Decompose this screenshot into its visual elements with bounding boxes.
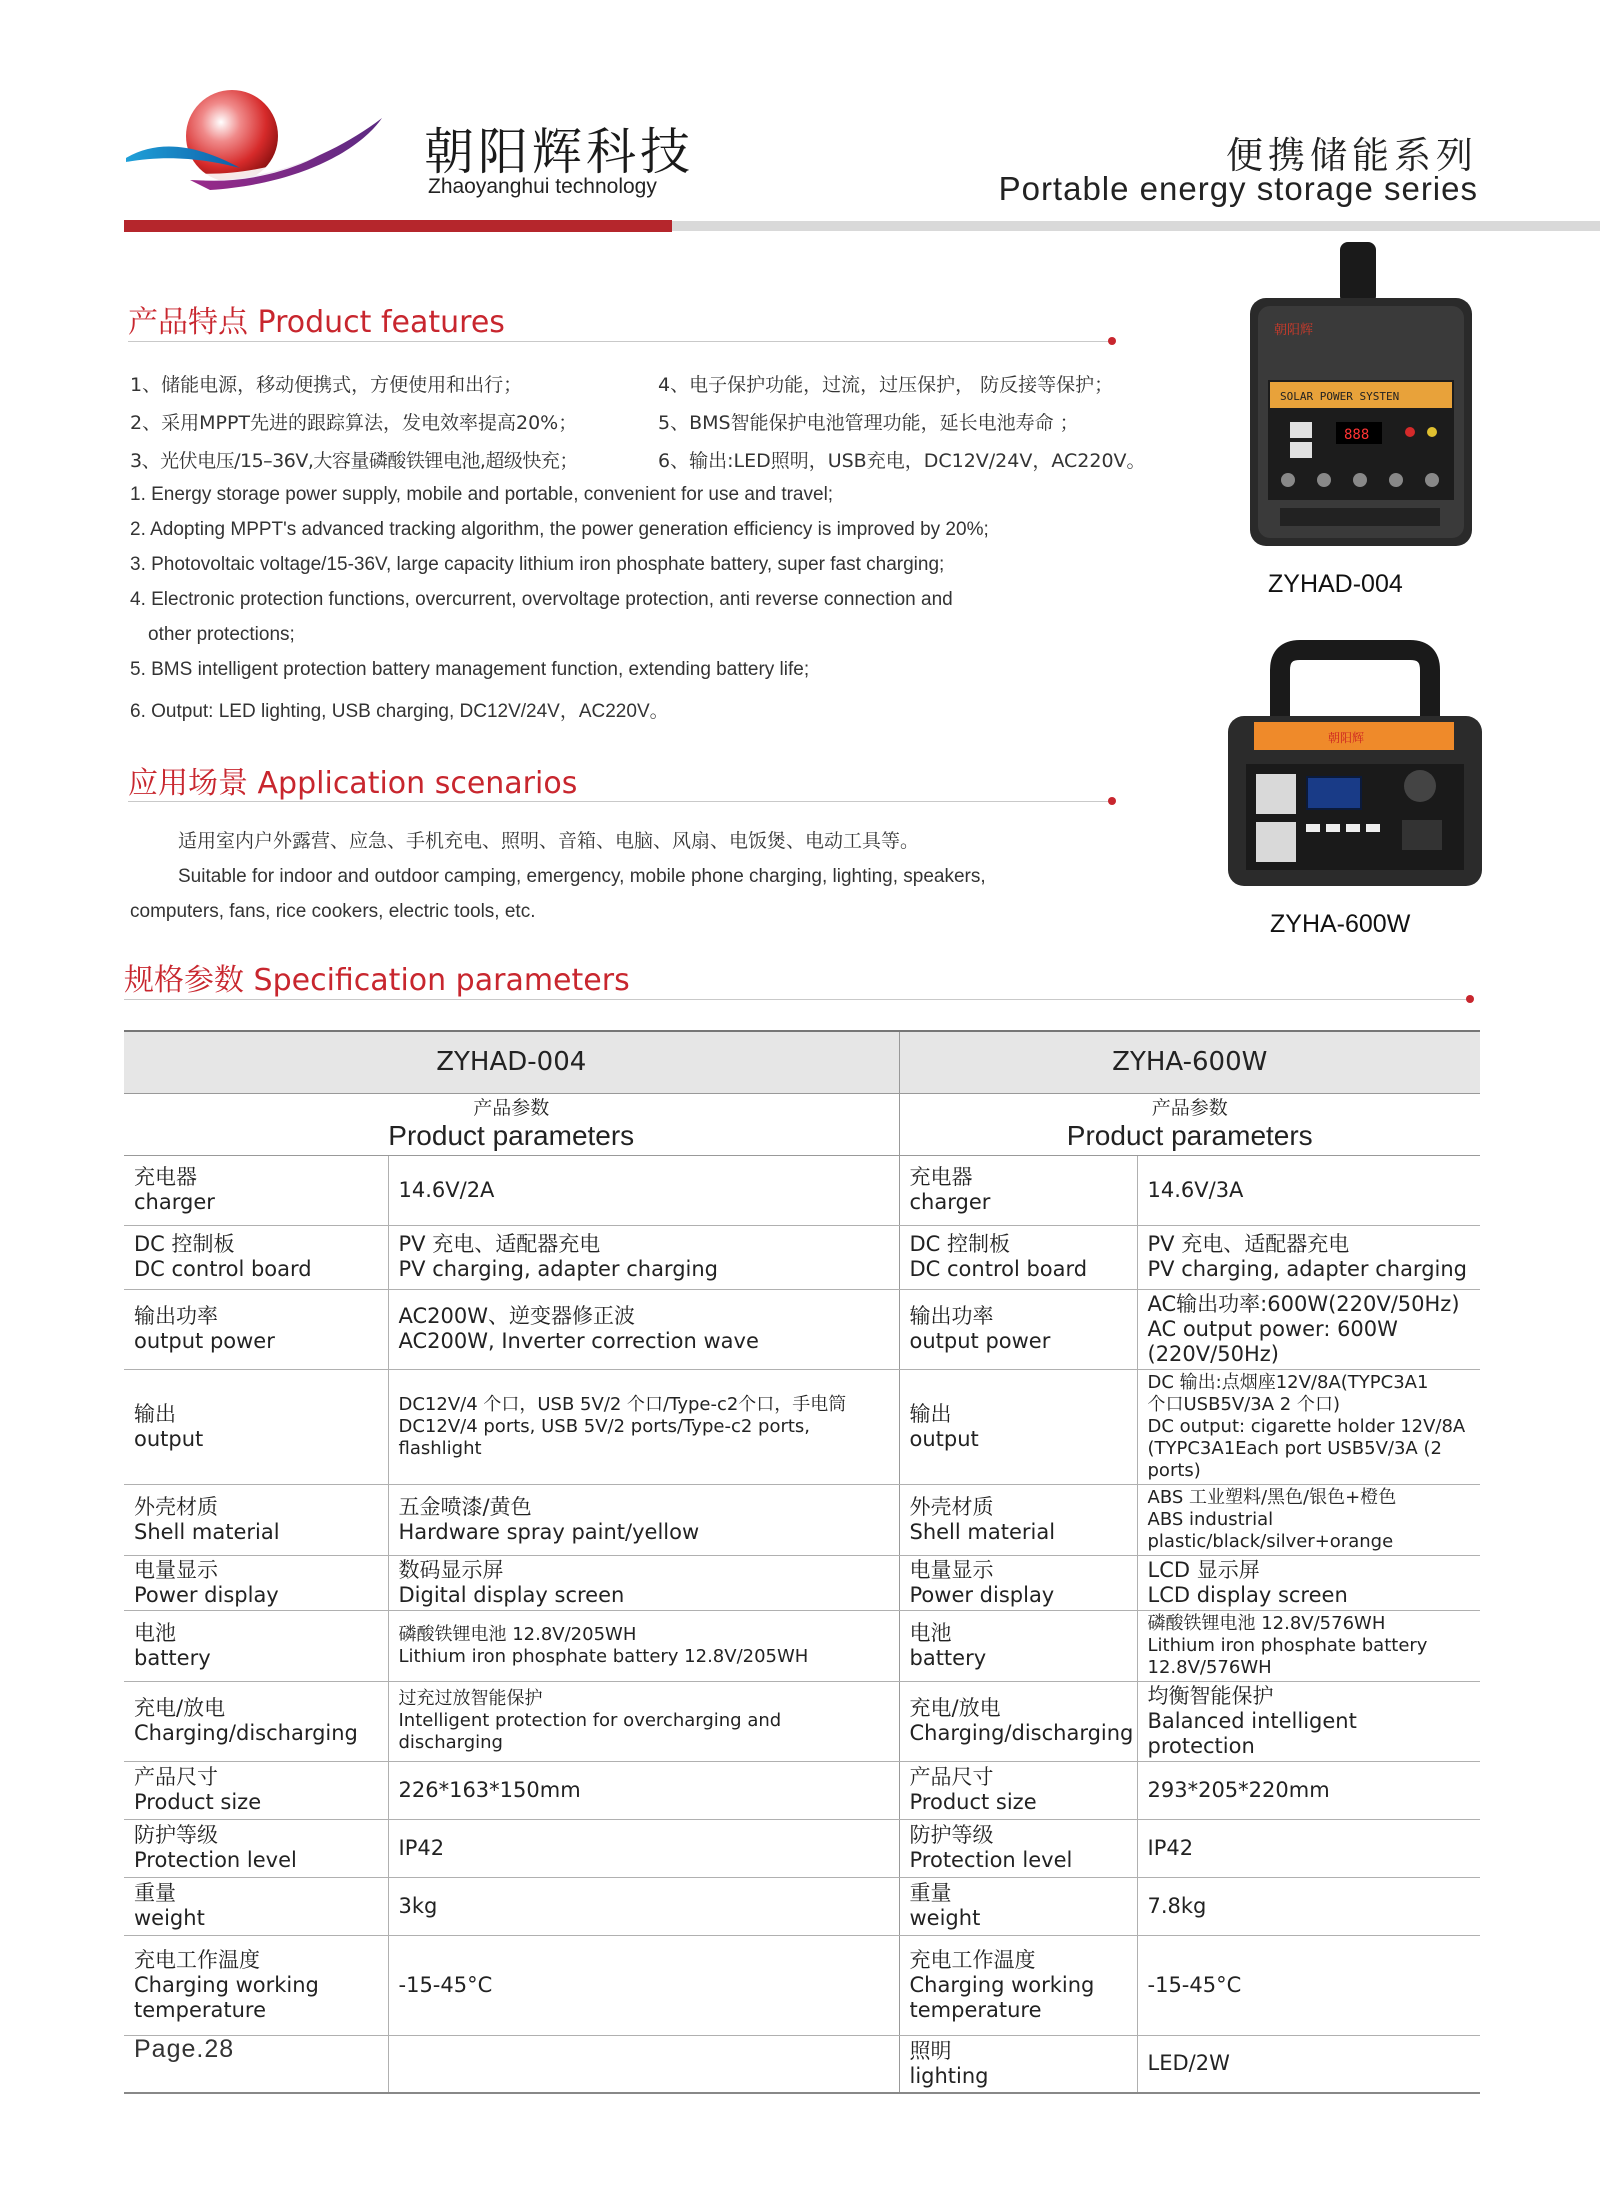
spec-value-line: DC 输出:点烟座12V/8A(TYPC3A1 [1147, 1371, 1429, 1393]
spec-row [124, 1761, 1480, 1819]
spec-value-line: 个口USB5V/3A 2 个口) [1147, 1393, 1340, 1415]
spec-label-right [899, 1369, 1137, 1484]
spec-label-en: output power [909, 1329, 1051, 1353]
spec-label-right [899, 1681, 1137, 1761]
spec-label-left [124, 1225, 388, 1289]
feature-cn-6: 6、输出:LED照明，USB充电，DC12V/24V，AC220V。 [658, 450, 1146, 472]
product-image-zyhad-004 [1240, 240, 1480, 550]
spec-label-left [124, 1761, 388, 1819]
spec-label-left [124, 1935, 388, 2035]
spec-label-en: battery [134, 1645, 211, 1670]
feature-en-4: 4. Electronic protection functions, overcurrent, overvoltage protection, anti reverse connection and [130, 589, 953, 610]
spec-value-right [1137, 1877, 1480, 1935]
spec-label-en: Product size [134, 1790, 262, 1814]
spec-value-line: PV charging, adapter charging [398, 1257, 719, 1281]
company-logo [120, 88, 400, 208]
spec-label-cn: 输出功率 [909, 1304, 994, 1328]
spec-label-en: charger [909, 1190, 991, 1214]
spec-value-line: 293*205*220mm [1147, 1777, 1330, 1802]
spec-value-right [1137, 1484, 1480, 1555]
spec-label-en: output [909, 1426, 979, 1451]
spec-value-right [1137, 1935, 1480, 2035]
spec-label-en: battery [909, 1645, 987, 1670]
spec-value-line: DC output: cigarette holder 12V/8A [1147, 1415, 1466, 1437]
spec-value-left [388, 1610, 899, 1681]
spec-heading: 规格参数 Specification parameters [124, 963, 630, 998]
spec-label-cn: 输出 [134, 1401, 176, 1426]
spec-label-cn: 电池 [134, 1620, 176, 1645]
spec-value-right [1137, 1819, 1480, 1877]
spec-value-line: IP42 [1147, 1835, 1194, 1860]
spec-label-en: Power display [909, 1582, 1055, 1607]
brand-name-cn: 朝阳辉科技 [424, 123, 694, 181]
spec-params-header-left [124, 1093, 899, 1155]
spec-value-line: -15-45°C [398, 1972, 493, 1997]
spec-label-cn: 输出功率 [134, 1304, 218, 1328]
page-number: Page.28 [134, 2035, 235, 2063]
spec-label-cn: 电量显示 [134, 1557, 218, 1582]
spec-value-line: Digital display screen [398, 1582, 625, 1607]
applications-en-1: Suitable for indoor and outdoor camping, emergency, mobile phone charging, lighting, speakers, [178, 866, 986, 887]
spec-label-right [899, 1819, 1137, 1877]
spec-value-line: PV 充电、适配器充电 [1147, 1232, 1350, 1256]
spec-label-right [899, 1555, 1137, 1610]
feature-cn-5: 5、BMS智能保护电池管理功能，延长电池寿命 ； [658, 412, 1079, 434]
feature-en-4-cont: other protections; [148, 624, 295, 645]
spec-model-header-right: ZYHA-600W [899, 1031, 1480, 1093]
spec-label-cn: 防护等级 [909, 1823, 994, 1847]
spec-value-line: 均衡智能保护 [1147, 1683, 1274, 1708]
spec-value-line: PV 充电、适配器充电 [398, 1232, 601, 1256]
spec-label-cn: 重量 [909, 1881, 952, 1905]
panel-label-text: SOLAR POWER SYSTEN [1280, 390, 1400, 403]
spec-row [124, 1935, 1480, 2035]
spec-value-line: 7.8kg [1147, 1893, 1207, 1918]
spec-value-right [1137, 1681, 1480, 1761]
feature-cn-1: 1、储能电源，移动便携式，方便使用和出行； [130, 374, 523, 396]
spec-value-right [1137, 1555, 1480, 1610]
spec-label-right [899, 1877, 1137, 1935]
spec-value-right [1137, 1225, 1480, 1289]
product-caption-zyhad-004: ZYHAD-004 [1268, 570, 1403, 598]
applications-rule-dot [1108, 797, 1116, 805]
spec-label-right [899, 1761, 1137, 1819]
spec-value-line: 五金喷漆/黄色 [398, 1494, 532, 1519]
spec-value-line: Hardware spray paint/yellow [398, 1519, 700, 1544]
spec-label-en: DC control board [909, 1257, 1088, 1281]
spec-label-left [124, 1369, 388, 1484]
spec-label-left [124, 1681, 388, 1761]
spec-label-cn: DC 控制板 [134, 1232, 235, 1256]
spec-value-left [388, 1155, 899, 1225]
spec-value-line: (TYPC3A1Each port USB5V/3A (2 ports) [1147, 1437, 1442, 1481]
spec-label-en: weight [134, 1906, 205, 1930]
spec-label-en: Protection level [134, 1848, 297, 1872]
spec-value-line: AC200W, Inverter correction wave [398, 1329, 759, 1353]
spec-row [124, 1155, 1480, 1225]
header-divider-gray [672, 221, 1600, 231]
spec-label-left [124, 1155, 388, 1225]
spec-label-right [899, 1225, 1137, 1289]
spec-label-cn: 产品尺寸 [134, 1765, 218, 1789]
spec-value-line: LCD display screen [1147, 1582, 1348, 1607]
spec-label-en: Charging working temperature [909, 1972, 1095, 2022]
feature-en-6: 6. Output: LED lighting, USB charging, DC12V/24V，AC220V。 [130, 701, 669, 722]
spec-value-left [388, 1877, 899, 1935]
spec-label-cn: 照明 [909, 2038, 952, 2063]
params-label-en: Product parameters [388, 1119, 635, 1151]
spec-label-cn: 充电工作温度 [134, 1947, 260, 1972]
spec-value-line: 3kg [398, 1893, 438, 1918]
spec-label-left [124, 1877, 388, 1935]
spec-label-en: output power [134, 1329, 275, 1353]
product-image-zyha-600w [1224, 640, 1486, 890]
spec-label-right [899, 1935, 1137, 2035]
params-label-en: Product parameters [1066, 1119, 1313, 1151]
spec-value-line: 数码显示屏 [398, 1557, 504, 1582]
spec-row [124, 1225, 1480, 1289]
brand-name-en: Zhaoyanghui technology [428, 175, 657, 198]
spec-row [124, 1681, 1480, 1761]
spec-label-en: Shell material [134, 1519, 280, 1544]
spec-row [124, 1369, 1480, 1484]
spec-value-line: 14.6V/2A [398, 1177, 495, 1202]
spec-value-line: AC200W、逆变器修正波 [398, 1304, 636, 1328]
panel2-brand-text: 朝阳辉 [1328, 731, 1365, 745]
spec-value-line: DC12V/4 个口，USB 5V/2 个口/Type-c2个口，手电筒 [398, 1393, 847, 1415]
spec-label-right [899, 1155, 1137, 1225]
spec-label-left [124, 1555, 388, 1610]
spec-value-line: ABS 工业塑料/黑色/银色+橙色 [1147, 1486, 1397, 1508]
feature-en-5: 5. BMS intelligent protection battery management function, extending battery life; [130, 659, 810, 680]
spec-label-en: Charging/discharging [909, 1721, 1134, 1745]
spec-label-left [124, 1484, 388, 1555]
spec-value-line: 磷酸铁锂电池 12.8V/576WH [1147, 1612, 1386, 1634]
spec-value-line: PV charging, adapter charging [1147, 1257, 1468, 1281]
spec-value-left [388, 1369, 899, 1484]
spec-value-line: IP42 [398, 1835, 445, 1860]
feature-cn-2: 2、采用MPPT先进的跟踪算法，发电效率提高20%； [130, 412, 578, 434]
features-heading: 产品特点 Product features [128, 305, 505, 340]
spec-label-right [899, 1610, 1137, 1681]
panel-brand-text: 朝阳辉 [1274, 323, 1314, 338]
spec-value-right [1137, 1610, 1480, 1681]
spec-row [124, 1555, 1480, 1610]
spec-value-line: ABS industrial plastic/black/silver+orange [1147, 1508, 1394, 1552]
feature-en-1: 1. Energy storage power supply, mobile and portable, convenient for use and travel; [130, 484, 834, 505]
spec-value-left [388, 1484, 899, 1555]
spec-label-cn: 充电工作温度 [909, 1947, 1036, 1972]
spec-label-en: Product size [909, 1790, 1037, 1814]
spec-label-cn: 输出 [909, 1401, 952, 1426]
feature-cn-4: 4、电子保护功能，过流，过压保护， 防反接等保护； [658, 374, 1114, 396]
spec-params-header-right [899, 1093, 1480, 1155]
spec-value-left [388, 1819, 899, 1877]
panel-display-text: 888 [1344, 427, 1370, 443]
spec-label-en: Protection level [909, 1848, 1073, 1872]
spec-table [124, 1030, 1480, 2094]
spec-label-en: Shell material [909, 1519, 1056, 1544]
series-title-cn: 便携储能系列 [1226, 134, 1478, 177]
spec-value-right [1137, 1155, 1480, 1225]
applications-en-2: computers, fans, rice cookers, electric tools, etc. [130, 901, 536, 922]
series-title-en: Portable energy storage series [998, 170, 1478, 207]
features-rule-dot [1108, 337, 1116, 345]
spec-value-line: 226*163*150mm [398, 1777, 581, 1802]
spec-value-line: Lithium iron phosphate battery 12.8V/576WH [1147, 1634, 1428, 1678]
spec-label-en: lighting [909, 2063, 989, 2088]
spec-label-left [124, 1289, 388, 1369]
spec-value-left [388, 1555, 899, 1610]
spec-value-line: Intelligent protection for overcharging and discharging [398, 1710, 782, 1753]
applications-heading: 应用场景 Application scenarios [128, 766, 578, 801]
spec-value-left [388, 1289, 899, 1369]
spec-label-left [124, 1819, 388, 1877]
spec-label-en: output [134, 1426, 204, 1451]
spec-label-cn: 充电/放电 [909, 1696, 1001, 1720]
spec-rule [124, 999, 1470, 1000]
header-divider-red [124, 220, 672, 232]
spec-row [124, 1877, 1480, 1935]
spec-label-cn: 防护等级 [134, 1823, 218, 1847]
spec-value-left [388, 1935, 899, 2035]
spec-label-right [899, 1289, 1137, 1369]
feature-cn-3: 3、光伏电压/15–36V,大容量磷酸铁锂电池,超级快充； [130, 450, 578, 472]
spec-label-cn: 电池 [909, 1620, 952, 1645]
params-label-cn: 产品参数 [473, 1096, 550, 1119]
spec-label-en: Charging/discharging [134, 1721, 358, 1745]
spec-row [124, 1819, 1480, 1877]
spec-value-left [388, 1681, 899, 1761]
product-caption-zyha-600w: ZYHA-600W [1270, 910, 1411, 938]
spec-value-left [388, 1225, 899, 1289]
spec-value-right [1137, 2035, 1480, 2093]
spec-value-line: -15-45°C [1147, 1972, 1242, 1997]
spec-label-right [899, 1484, 1137, 1555]
applications-rule [128, 801, 1112, 802]
spec-row [124, 1610, 1480, 1681]
spec-value-line: LCD 显示屏 [1147, 1557, 1260, 1582]
spec-value-line: 14.6V/3A [1147, 1177, 1244, 1202]
spec-value-right [1137, 1289, 1480, 1369]
spec-label-cn: 充电器 [134, 1165, 197, 1189]
spec-value-left [388, 1761, 899, 1819]
spec-label-cn: DC 控制板 [909, 1232, 1011, 1256]
spec-value-line: Lithium iron phosphate battery 12.8V/205WH [398, 1645, 809, 1667]
spec-value-line: 过充过放智能保护 [398, 1688, 543, 1709]
spec-label-cn: 产品尺寸 [909, 1765, 994, 1789]
feature-en-3: 3. Photovoltaic voltage/15-36V, large capacity lithium iron phosphate battery, super fast charging; [130, 554, 945, 575]
spec-label-en: DC control board [134, 1257, 312, 1281]
spec-value-line: AC output power: 600W (220V/50Hz) [1147, 1316, 1398, 1366]
spec-rule-dot [1466, 995, 1474, 1003]
spec-value-right [1137, 1369, 1480, 1484]
spec-value-line: AC输出功率:600W(220V/50Hz) [1147, 1291, 1460, 1316]
spec-value-line: Balanced intelligent protection [1147, 1708, 1357, 1758]
features-rule [128, 341, 1112, 342]
spec-label-en: Power display [134, 1582, 279, 1607]
spec-value-line: 磷酸铁锂电池 12.8V/205WH [398, 1623, 637, 1645]
spec-value-line: DC12V/4 ports, USB 5V/2 ports/Type-c2 ports, flashlight [398, 1415, 811, 1459]
spec-model-header-left: ZYHAD-004 [124, 1031, 899, 1093]
params-label-cn: 产品参数 [1151, 1096, 1228, 1119]
spec-label-cn: 电量显示 [909, 1557, 994, 1582]
spec-label-en: weight [909, 1906, 981, 1930]
spec-label-cn: 充电/放电 [134, 1696, 226, 1720]
spec-row [124, 2035, 1480, 2093]
spec-label-right [899, 2035, 1137, 2093]
spec-value-left [388, 2035, 899, 2093]
spec-label-cn: 外壳材质 [134, 1494, 218, 1519]
spec-label-cn: 重量 [134, 1881, 176, 1905]
spec-value-right [1137, 1761, 1480, 1819]
spec-row [124, 1289, 1480, 1369]
spec-label-left [124, 1610, 388, 1681]
spec-label-en: Charging working temperature [134, 1972, 319, 2022]
spec-row [124, 1484, 1480, 1555]
spec-label-en: charger [134, 1190, 215, 1214]
spec-value-line: LED/2W [1147, 2051, 1230, 2076]
spec-label-cn: 充电器 [909, 1165, 973, 1189]
feature-en-2: 2. Adopting MPPT's advanced tracking algorithm, the power generation efficiency is improved by 20%; [130, 519, 989, 540]
spec-label-cn: 外壳材质 [909, 1494, 994, 1519]
applications-cn: 适用室内户外露营、应急、手机充电、照明、音箱、电脑、风扇、电饭煲、电动工具等。 [178, 830, 920, 852]
